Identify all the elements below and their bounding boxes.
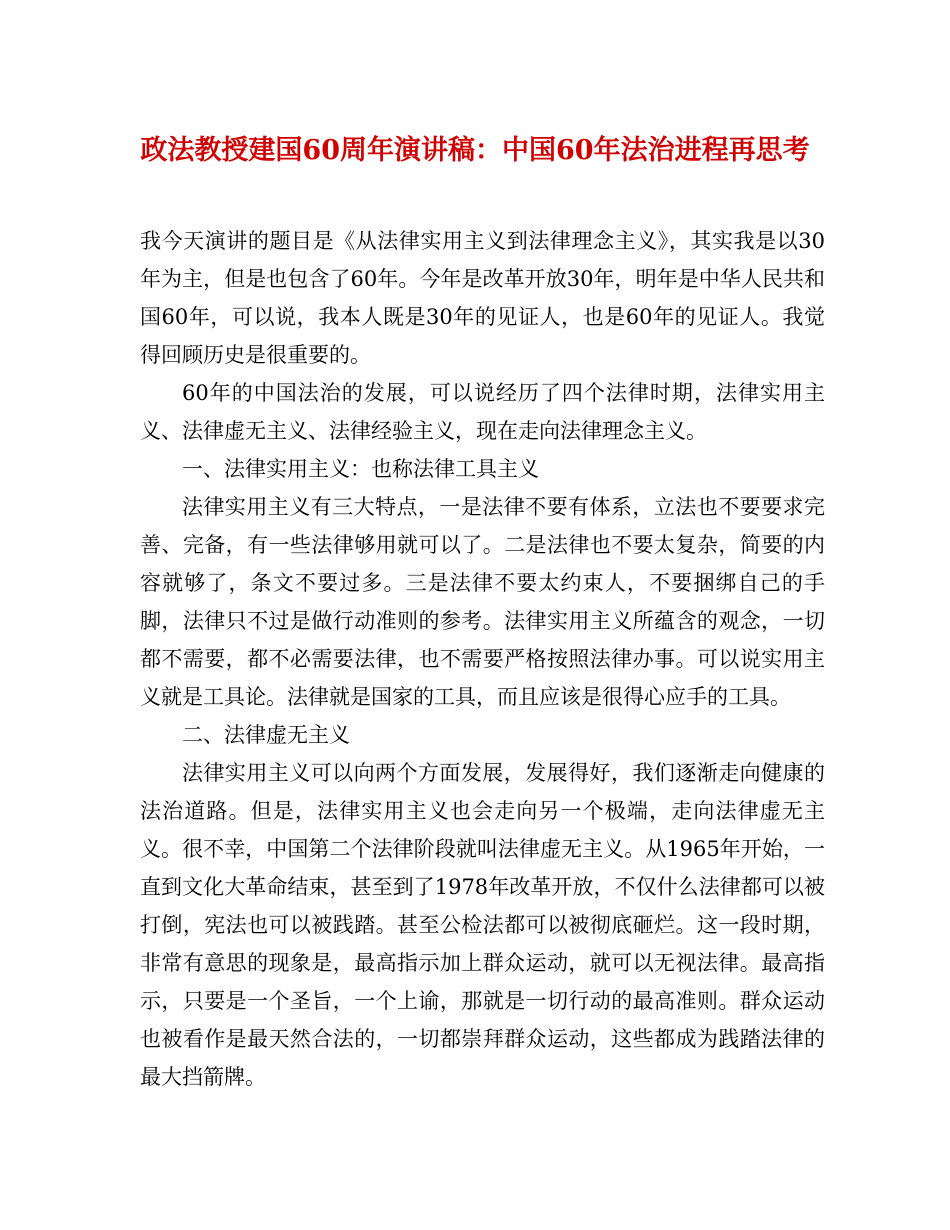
document-title: 政法教授建国60周年演讲稿：中国60年法治进程再思考 — [140, 135, 810, 166]
section-heading-nihilism: 二、法律虚无主义 — [182, 723, 350, 747]
section-heading-pragmatism: 一、法律实用主义：也称法律工具主义 — [182, 457, 539, 481]
paragraph-pragmatism: 法律实用主义有三大特点，一是法律不要有体系，立法也不要要求完善、完备，有一些法律够用就可以了。二是法律也不要太复杂，简要的内容就够了，条文不要过多。三是法律不要太约束人，不要捆绑自己的手脚，法律只不过是做行动准则的参考。法律实用主义所蕴含的观念，一切都不需要，都不必需要法律，也不需要严格按照法律办事。可以说实用主义就是工具论。法律就是国家的工具，而且应该是很得心应手的工具。 — [140, 495, 825, 709]
paragraph-four-periods: 60年的中国法治的发展，可以说经历了四个法律时期，法律实用主义、法律虚无主义、法律经验主义，现在走向法律理念主义。 — [140, 381, 825, 443]
paragraph-nihilism: 法律实用主义可以向两个方面发展，发展得好，我们逐渐走向健康的法治道路。但是，法律实用主义也会走向另一个极端，走向法律虚无主义。很不幸，中国第二个法律阶段就叫法律虚无主义。从1965年开始，一直到文化大革命结束，甚至到了1978年改革开放，不仅什么法律都可以被打倒，宪法也可以被践踏。甚至公检法都可以被彻底砸烂。这一段时期，非常有意思的现象是，最高指示加上群众运动，就可以无视法律。最高指示，只要是一个圣旨，一个上谕，那就是一切行动的最高准则。群众运动也被看作是最天然合法的，一切都崇拜群众运动，这些都成为践踏法律的最大挡箭牌。 — [140, 761, 825, 1089]
paragraph-intro: 我今天演讲的题目是《从法律实用主义到法律理念主义》，其实我是以30年为主，但是也包含了60年。今年是改革开放30年，明年是中华人民共和国60年，可以说，我本人既是30年的见证人，也是60年的见证人。我觉得回顾历史是很重要的。 — [140, 229, 825, 367]
document-body — [140, 222, 825, 1096]
